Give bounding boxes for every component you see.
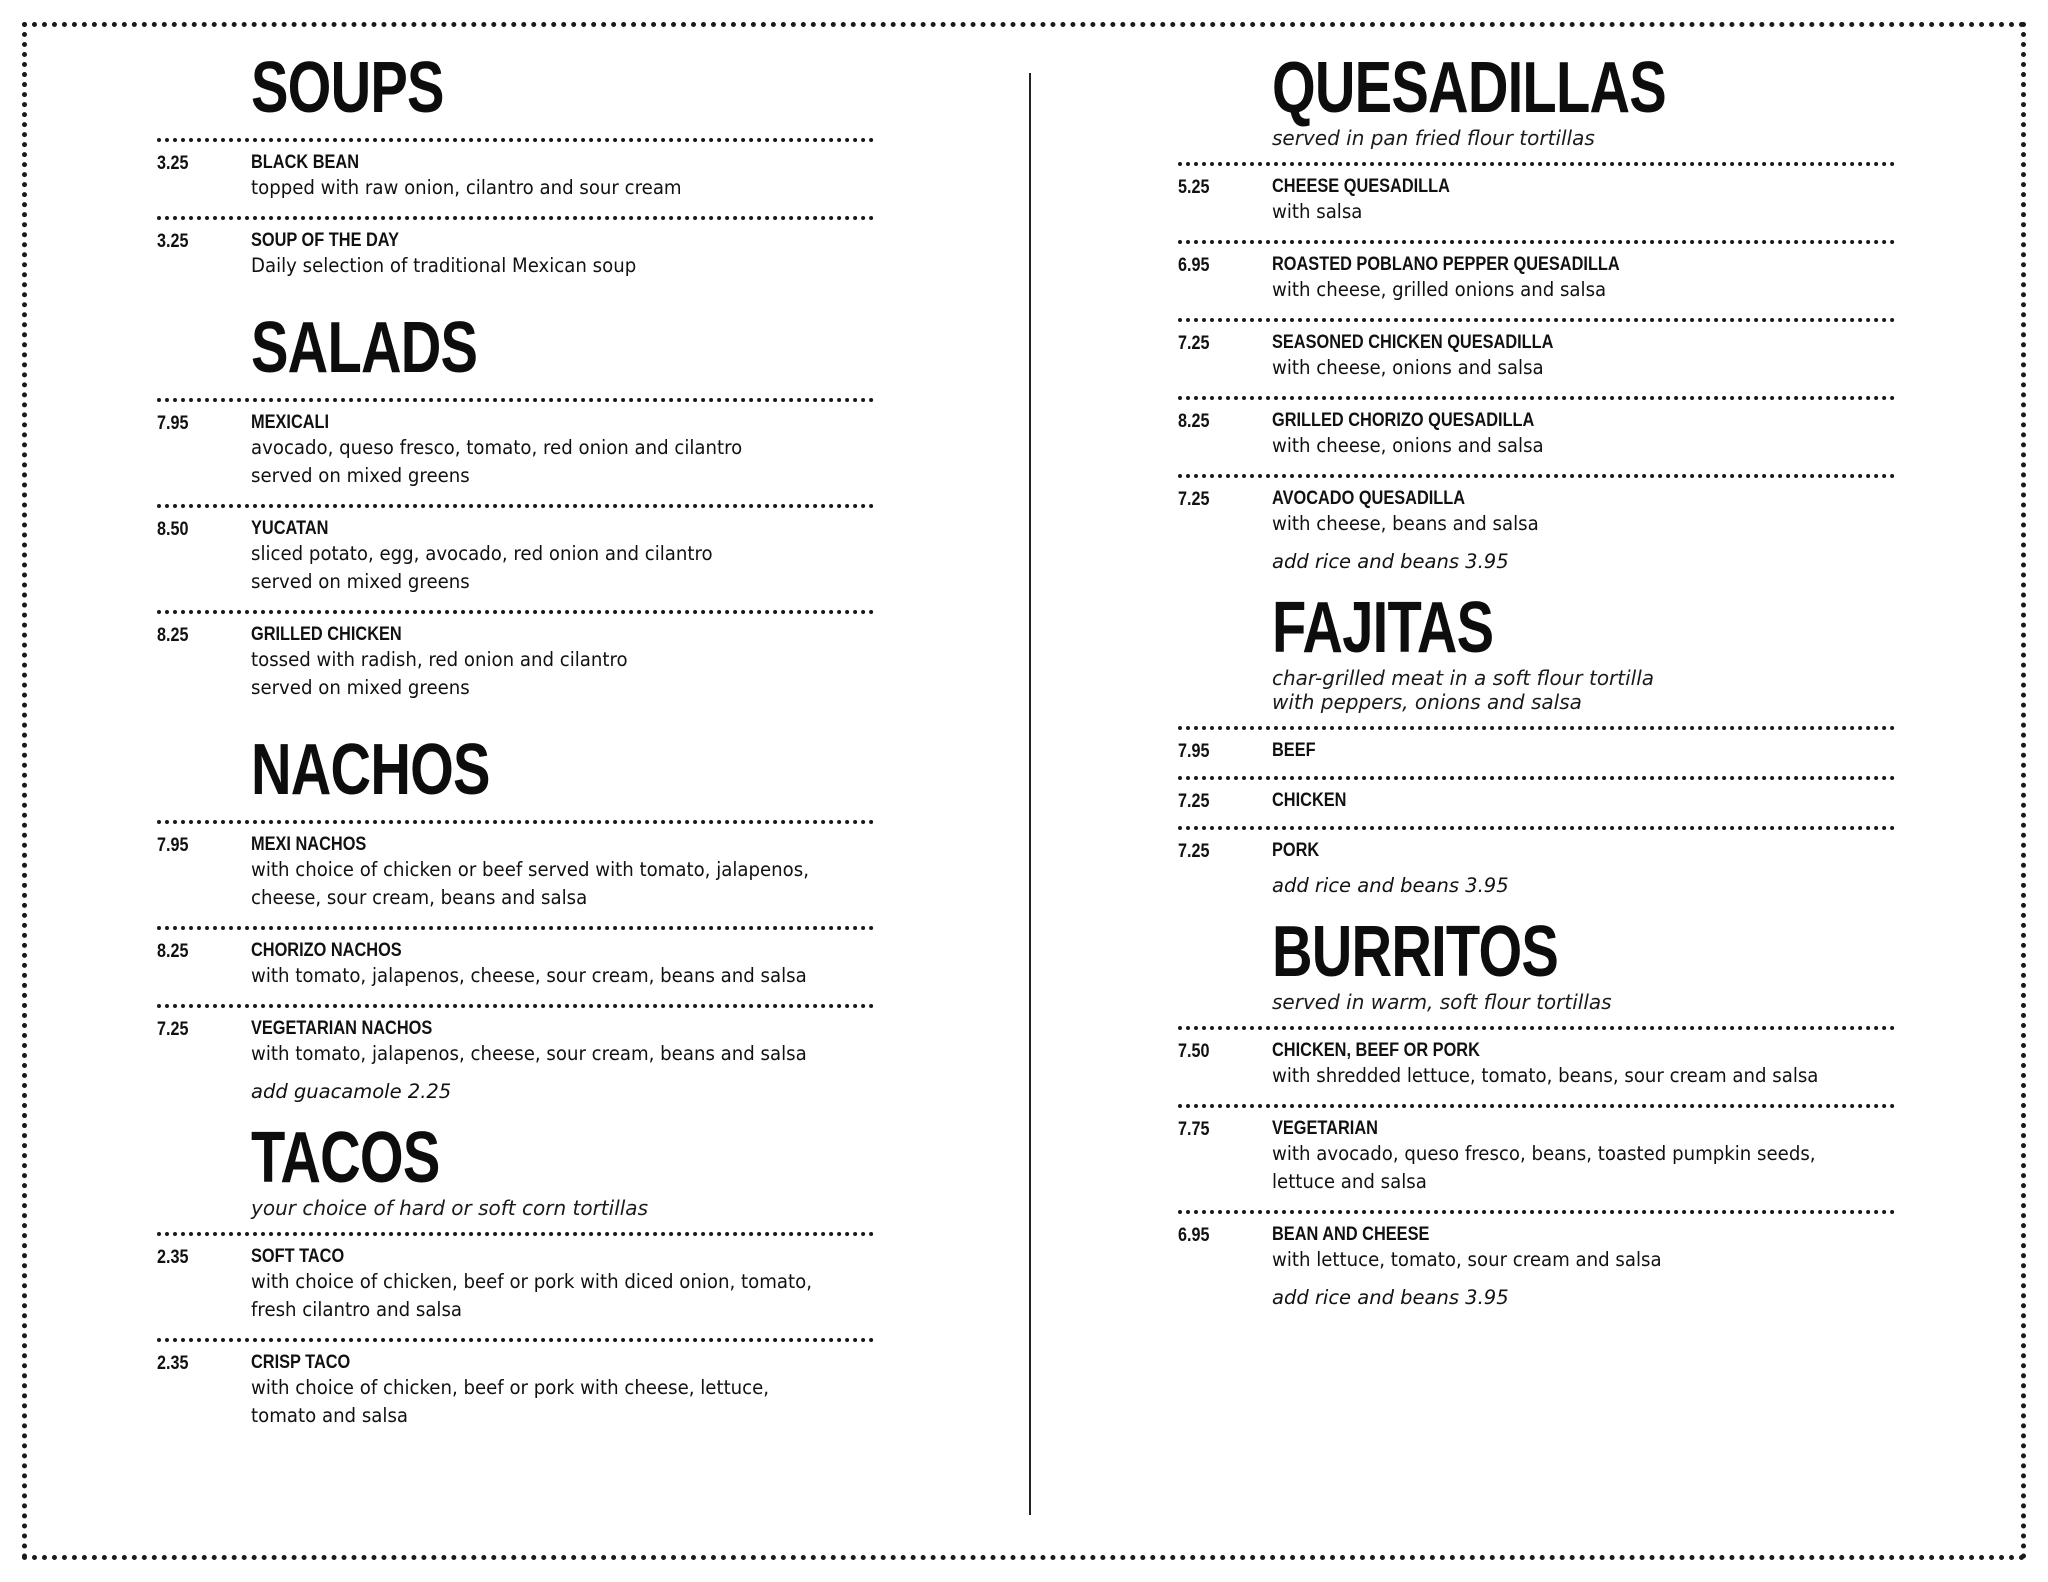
section-subtitle: your choice of hard or soft corn tortillas [251,1196,648,1220]
item-price: 8.25 [1178,411,1210,432]
menu-item [157,138,874,216]
item-description: avocado, queso fresco, tomato, red onion and cilantro served on mixed greens [251,436,743,487]
item-price: 7.95 [1178,741,1210,762]
item-price: 7.25 [1178,489,1210,510]
item-price: 7.25 [1178,841,1210,862]
item-name: BEEF [1272,740,1316,761]
item-price: 8.50 [157,519,189,540]
section-title: QUESADILLAS [1272,48,1666,128]
item-name: BLACK BEAN [251,152,360,173]
menu-item [1178,162,1895,240]
menu-column-right [1178,50,1895,1326]
item-name: VEGETARIAN NACHOS [251,1018,433,1039]
menu-item [1178,776,1895,826]
menu-section-nachos [157,732,874,1104]
item-name: CHICKEN [1272,790,1347,811]
menu-item [1178,826,1895,876]
section-subtitle: char-grilled meat in a soft flour tortilla with peppers, onions and salsa [1272,666,1655,714]
item-price: 7.25 [1178,333,1210,354]
item-description: with lettuce, tomato, sour cream and salsa [1272,1248,1662,1271]
item-price: 2.35 [157,1247,189,1268]
item-description: with tomato, jalapenos, cheese, sour cream, beans and salsa [251,964,807,987]
menu-item [1178,318,1895,396]
section-note: add guacamole 2.25 [251,1080,452,1103]
item-name: VEGETARIAN [1272,1118,1378,1139]
item-name: AVOCADO QUESADILLA [1272,488,1466,509]
menu-item [1178,1026,1895,1104]
item-name: CHEESE QUESADILLA [1272,176,1450,197]
menu-item [1178,1104,1895,1210]
item-name: ROASTED POBLANO PEPPER QUESADILLA [1272,254,1620,275]
section-subtitle: served in pan fried flour tortillas [1272,126,1595,150]
menu-section-quesadillas [1178,50,1895,574]
menu-item [157,1004,874,1082]
item-name: GRILLED CHORIZO QUESADILLA [1272,410,1535,431]
item-name: CHICKEN, BEEF OR PORK [1272,1040,1480,1061]
section-note: add rice and beans 3.95 [1272,1286,1509,1309]
item-description: with choice of chicken or beef served with tomato, jalapenos, cheese, sour cream, beans and salsa [251,858,809,909]
item-price: 3.25 [157,231,189,252]
menu-item [1178,240,1895,318]
section-title: BURRITOS [1272,912,1559,992]
item-description: with shredded lettuce, tomato, beans, sour cream and salsa [1272,1064,1819,1087]
item-price: 7.25 [157,1019,189,1040]
item-price: 6.95 [1178,255,1210,276]
menu-item-list [1178,726,1895,876]
item-name: CHORIZO NACHOS [251,940,402,961]
item-name: SOUP OF THE DAY [251,230,400,251]
item-name: GRILLED CHICKEN [251,624,402,645]
item-name: MEXI NACHOS [251,834,367,855]
item-price: 7.95 [157,835,189,856]
item-description: with choice of chicken, beef or pork with cheese, lettuce, tomato and salsa [251,1376,770,1427]
menu-section-salads [157,310,874,716]
menu-section-soups [157,50,874,294]
item-name: SOFT TACO [251,1246,345,1267]
item-description: with cheese, grilled onions and salsa [1272,278,1607,301]
menu-section-tacos [157,1120,874,1444]
item-price: 2.35 [157,1353,189,1374]
menu-item [157,504,874,610]
item-price: 8.25 [157,625,189,646]
item-name: BEAN AND CHEESE [1272,1224,1430,1245]
menu-item [1178,474,1895,552]
item-description: topped with raw onion, cilantro and sour cream [251,176,682,199]
item-description: Daily selection of traditional Mexican soup [251,254,637,277]
item-price: 8.25 [157,941,189,962]
column-divider [1029,73,1031,1515]
menu-section-fajitas [1178,590,1895,898]
item-description: with cheese, onions and salsa [1272,356,1544,379]
menu-item [157,1338,874,1444]
section-title: SOUPS [251,48,444,128]
item-description: sliced potato, egg, avocado, red onion and cilantro served on mixed greens [251,542,713,593]
item-name: MEXICALI [251,412,330,433]
item-description: with cheese, onions and salsa [1272,434,1544,457]
item-price: 7.75 [1178,1119,1210,1140]
item-description: with salsa [1272,200,1363,223]
menu-column-left [157,50,874,1460]
section-subtitle: served in warm, soft flour tortillas [1272,990,1612,1014]
menu-item [157,1232,874,1338]
item-name: YUCATAN [251,518,329,539]
menu-item [157,610,874,716]
item-description: with cheese, beans and salsa [1272,512,1539,535]
item-description: with choice of chicken, beef or pork with diced onion, tomato, fresh cilantro and salsa [251,1270,813,1321]
item-price: 7.95 [157,413,189,434]
menu-item-list [157,398,874,716]
menu-item [157,398,874,504]
menu-item-list [1178,162,1895,552]
menu-item [157,926,874,1004]
item-description: with tomato, jalapenos, cheese, sour cream, beans and salsa [251,1042,807,1065]
item-description: with avocado, queso fresco, beans, toasted pumpkin seeds, lettuce and salsa [1272,1142,1816,1193]
item-name: PORK [1272,840,1320,861]
menu-item [157,216,874,294]
section-title: FAJITAS [1272,588,1494,668]
section-note: add rice and beans 3.95 [1272,874,1509,897]
menu-item [1178,1210,1895,1288]
item-price: 3.25 [157,153,189,174]
section-title: SALADS [251,308,478,388]
item-price: 7.50 [1178,1041,1210,1062]
menu-item-list [157,820,874,1082]
section-title: NACHOS [251,730,490,810]
menu-item-list [157,138,874,294]
item-price: 7.25 [1178,791,1210,812]
section-title: TACOS [251,1118,440,1198]
item-price: 6.95 [1178,1225,1210,1246]
menu-item-list [157,1232,874,1444]
item-description: tossed with radish, red onion and cilantro served on mixed greens [251,648,628,699]
section-note: add rice and beans 3.95 [1272,550,1509,573]
item-price: 5.25 [1178,177,1210,198]
menu-item-list [1178,1026,1895,1288]
menu-item [1178,396,1895,474]
item-name: SEASONED CHICKEN QUESADILLA [1272,332,1554,353]
item-name: CRISP TACO [251,1352,351,1373]
menu-item [1178,726,1895,776]
menu-section-burritos [1178,914,1895,1310]
menu-item [157,820,874,926]
